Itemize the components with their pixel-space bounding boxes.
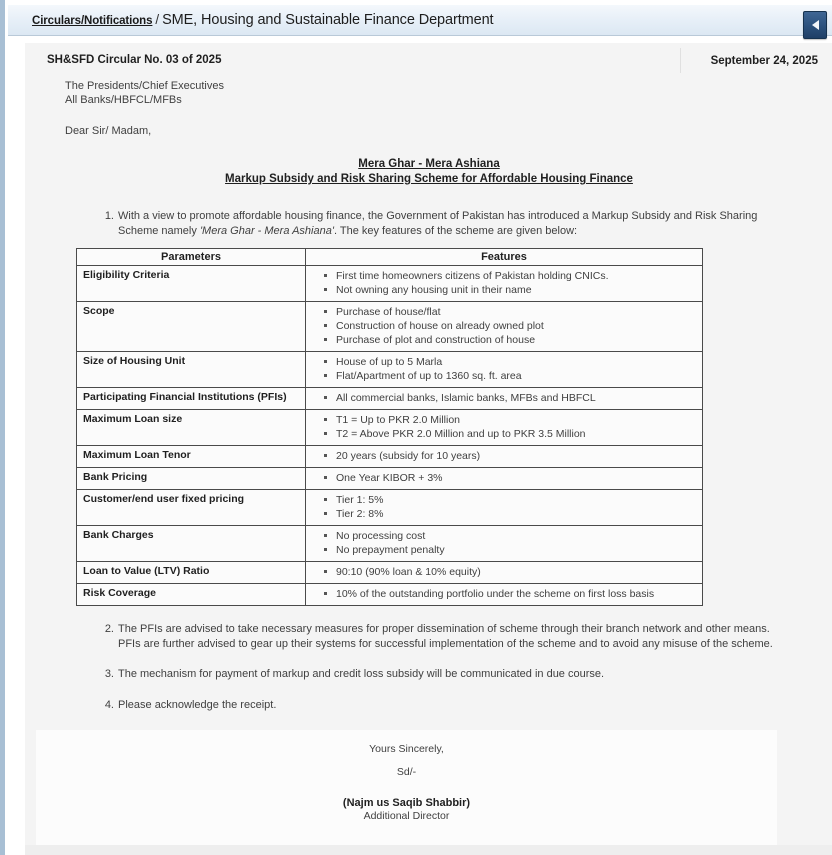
feature-item: House of up to 5 Marla bbox=[336, 355, 696, 369]
features-cell bbox=[306, 490, 703, 526]
table-row bbox=[77, 562, 703, 584]
feature-item: T2 = Above PKR 2.0 Million and up to PKR 3.5 Million bbox=[336, 427, 696, 441]
signature-closing: Yours Sincerely, bbox=[369, 743, 444, 755]
breadcrumb-current-page: SME, Housing and Sustainable Finance Department bbox=[162, 12, 494, 28]
parameter-cell: Loan to Value (LTV) Ratio bbox=[77, 562, 306, 584]
features-list bbox=[312, 269, 696, 297]
parameter-cell: Eligibility Criteria bbox=[77, 266, 306, 302]
feature-item: Tier 1: 5% bbox=[336, 493, 696, 507]
feature-item: 20 years (subsidy for 10 years) bbox=[336, 449, 696, 463]
table-header-parameters: Parameters bbox=[77, 249, 306, 266]
table-header-row bbox=[77, 249, 703, 266]
table-row bbox=[77, 388, 703, 410]
clause-4 bbox=[104, 698, 788, 713]
parameter-cell: Participating Financial Institutions (PFIs) bbox=[77, 388, 306, 410]
left-edge-gutter bbox=[5, 0, 8, 855]
clause-4-number: 4. bbox=[104, 698, 114, 711]
parameter-cell: Bank Pricing bbox=[77, 468, 306, 490]
breadcrumb bbox=[32, 12, 493, 28]
parameter-cell: Maximum Loan Tenor bbox=[77, 446, 306, 468]
chevron-left-icon bbox=[812, 20, 819, 30]
circular-date: September 24, 2025 bbox=[710, 54, 818, 67]
signature-sd: Sd/- bbox=[396, 766, 417, 778]
features-cell bbox=[306, 526, 703, 562]
table-row bbox=[77, 352, 703, 388]
feature-item: Flat/Apartment of up to 1360 sq. ft. area bbox=[336, 369, 696, 383]
breadcrumb-link-circulars-notifications[interactable]: Circulars/Notifications bbox=[32, 15, 153, 27]
scheme-title-block bbox=[36, 157, 822, 187]
features-cell bbox=[306, 562, 703, 584]
clause-1 bbox=[104, 209, 788, 238]
parameter-cell: Scope bbox=[77, 302, 306, 352]
features-cell bbox=[306, 468, 703, 490]
clause-1-text-after: . The key features of the scheme are given below: bbox=[333, 224, 578, 237]
scheme-title-line-1: Mera Ghar - Mera Ashiana bbox=[358, 158, 500, 170]
clause-4-text: Please acknowledge the receipt. bbox=[118, 698, 277, 711]
signature-panel bbox=[36, 730, 777, 845]
addressee-line-1: The Presidents/Chief Executives bbox=[65, 80, 224, 92]
addressee-block bbox=[65, 79, 822, 107]
table-row bbox=[77, 468, 703, 490]
features-cell bbox=[306, 302, 703, 352]
feature-item: 90:10 (90% loan & 10% equity) bbox=[336, 565, 696, 579]
signatory-name: (Najm us Saqib Shabbir) bbox=[342, 797, 471, 809]
features-cell bbox=[306, 410, 703, 446]
clause-1-text bbox=[118, 209, 788, 238]
clause-2 bbox=[104, 622, 788, 651]
table-row bbox=[77, 446, 703, 468]
features-table bbox=[76, 248, 703, 606]
features-cell bbox=[306, 352, 703, 388]
scheme-title-line-2: Markup Subsidy and Risk Sharing Scheme for Affordable Housing Finance bbox=[225, 173, 633, 185]
table-row bbox=[77, 584, 703, 606]
features-list bbox=[312, 355, 696, 383]
feature-item: Not owning any housing unit in their name bbox=[336, 283, 696, 297]
table-row bbox=[77, 410, 703, 446]
parameter-cell: Maximum Loan size bbox=[77, 410, 306, 446]
clause-1-text-before: With a view to promote affordable housing finance, the Government of Pakistan has introduced a Markup Subsidy and Risk Sharing Scheme namely bbox=[118, 210, 758, 237]
feature-item: Tier 2: 8% bbox=[336, 507, 696, 521]
clause-3-number: 3. bbox=[104, 668, 114, 680]
features-list bbox=[312, 449, 696, 463]
table-row bbox=[77, 266, 703, 302]
features-list bbox=[312, 529, 696, 557]
features-list bbox=[312, 493, 696, 521]
clause-2-number: 2. bbox=[104, 623, 114, 635]
features-list bbox=[312, 565, 696, 579]
table-row bbox=[77, 302, 703, 352]
feature-item: T1 = Up to PKR 2.0 Million bbox=[336, 413, 696, 427]
feature-item: 10% of the outstanding portfolio under the scheme on first loss basis bbox=[336, 587, 696, 601]
feature-item: No processing cost bbox=[336, 529, 696, 543]
features-cell bbox=[306, 388, 703, 410]
features-cell bbox=[306, 446, 703, 468]
features-list bbox=[312, 587, 696, 601]
features-list bbox=[312, 471, 696, 485]
breadcrumb-separator: / bbox=[155, 12, 160, 27]
parameter-cell: Customer/end user fixed pricing bbox=[77, 490, 306, 526]
breadcrumb-bar bbox=[8, 4, 832, 36]
parameter-cell: Risk Coverage bbox=[77, 584, 306, 606]
features-list bbox=[312, 413, 696, 441]
parameter-cell: Size of Housing Unit bbox=[77, 352, 306, 388]
addressee-line-2: All Banks/HBFCL/MFBs bbox=[65, 94, 182, 106]
features-table-body bbox=[77, 266, 703, 606]
table-header-features: Features bbox=[306, 249, 703, 266]
table-row bbox=[77, 490, 703, 526]
signature-block bbox=[36, 730, 777, 823]
clause-1-number: 1. bbox=[104, 210, 114, 222]
feature-item: No prepayment penalty bbox=[336, 543, 696, 557]
parameter-cell: Bank Charges bbox=[77, 526, 306, 562]
feature-item: Construction of house on already owned plot bbox=[336, 319, 696, 333]
features-list bbox=[312, 305, 696, 347]
clause-3-text: The mechanism for payment of markup and credit loss subsidy will be communicated in due course. bbox=[118, 668, 605, 680]
table-row bbox=[77, 526, 703, 562]
features-list bbox=[312, 391, 696, 405]
feature-item: All commercial banks, Islamic banks, MFBs and HBFCL bbox=[336, 391, 696, 405]
letter-body bbox=[36, 79, 822, 712]
document-page bbox=[25, 43, 832, 855]
features-cell bbox=[306, 584, 703, 606]
feature-item: First time homeowners citizens of Pakistan holding CNICs. bbox=[336, 269, 696, 283]
signatory-designation: Additional Director bbox=[363, 810, 450, 822]
clause-1-scheme-name: 'Mera Ghar - Mera Ashiana' bbox=[199, 224, 334, 237]
clause-3 bbox=[104, 667, 788, 682]
page-bottom-band bbox=[25, 845, 832, 855]
salutation: Dear Sir/ Madam, bbox=[65, 125, 152, 137]
feature-item: Purchase of plot and construction of house bbox=[336, 333, 696, 347]
clause-2-text: The PFIs are advised to take necessary measures for proper dissemination of scheme through their branch network and other means. PFIs are further advised to gear up their systems for successful implementation of the scheme and to avoid any misuse of the scheme. bbox=[118, 623, 773, 650]
back-button[interactable] bbox=[803, 11, 827, 39]
circular-header-row bbox=[36, 48, 822, 73]
feature-item: Purchase of house/flat bbox=[336, 305, 696, 319]
features-cell bbox=[306, 266, 703, 302]
feature-item: One Year KIBOR + 3% bbox=[336, 471, 696, 485]
circular-number: SH&SFD Circular No. 03 of 2025 bbox=[36, 48, 681, 73]
